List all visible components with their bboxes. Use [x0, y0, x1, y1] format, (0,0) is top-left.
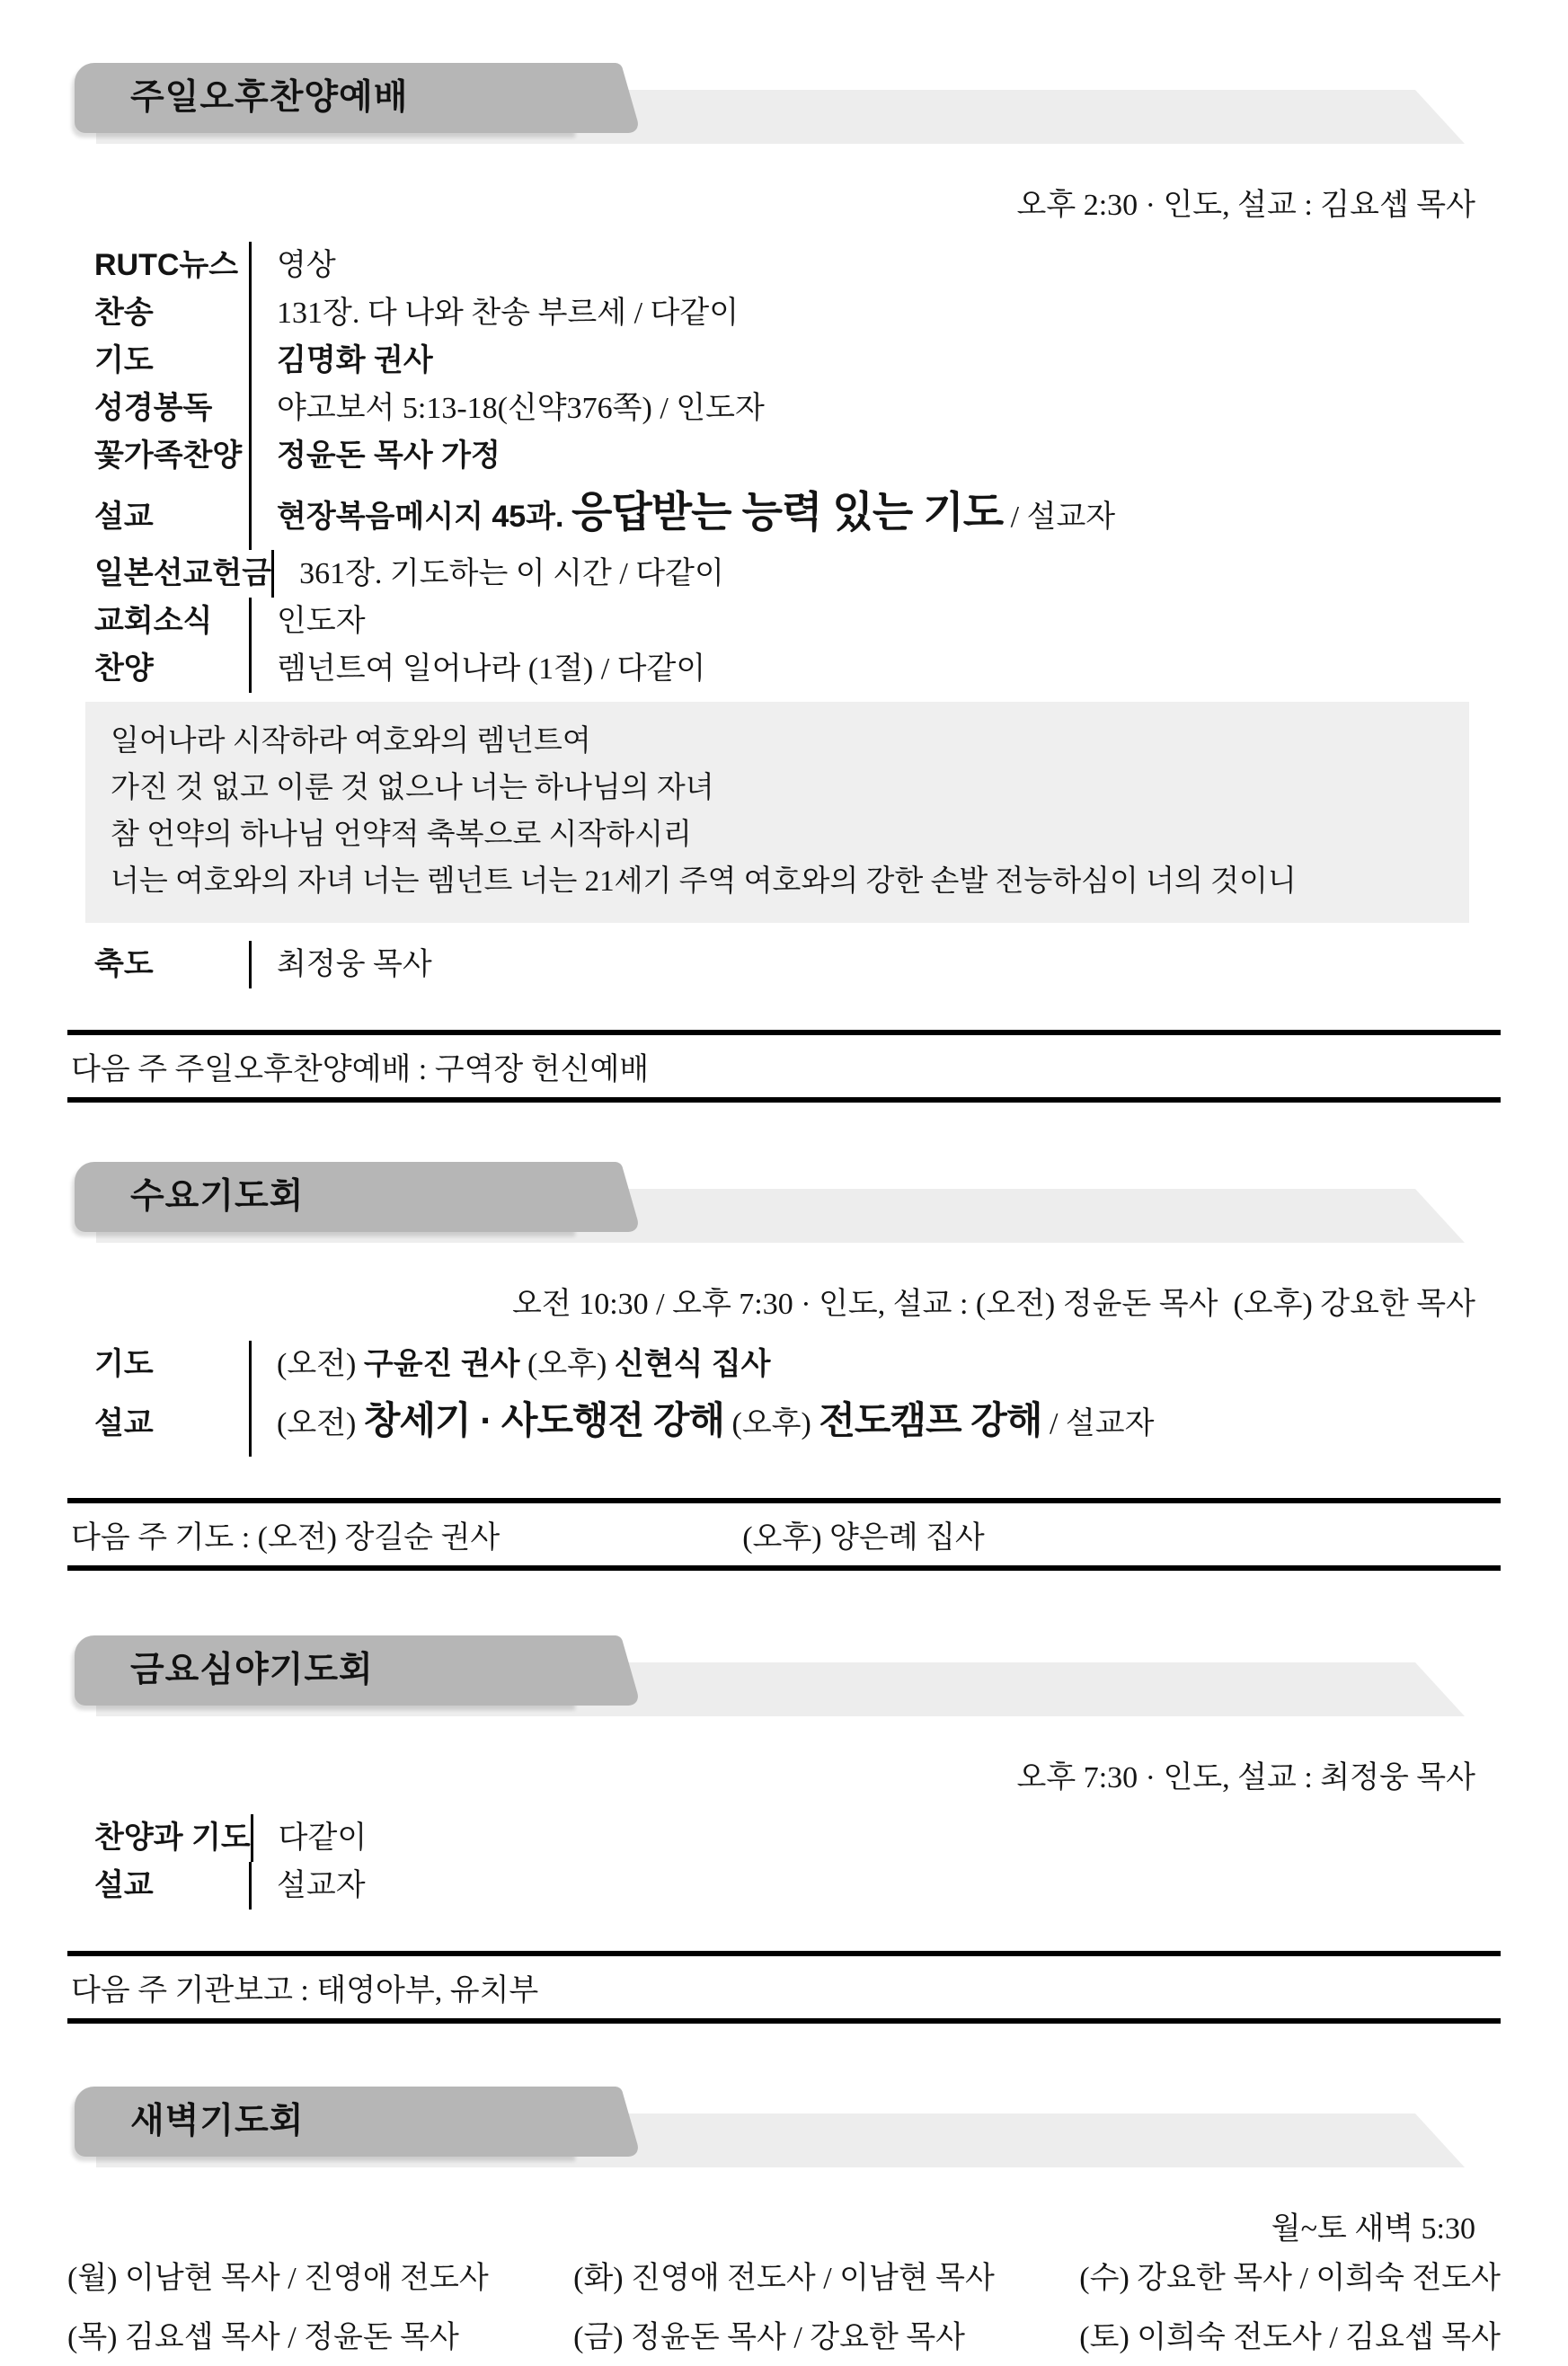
lyric-line: 일어나라 시작하라 여호와의 렘넌트여: [111, 725, 591, 758]
section-title: 주일오후찬양예배: [130, 78, 409, 117]
section-sunday-afternoon-worship: [67, 63, 1501, 1103]
section-title: 수요기도회: [130, 1177, 305, 1216]
dawn-schedule-row: [67, 2251, 1501, 2307]
order-of-service: [67, 242, 1501, 693]
am-tag: (오전): [277, 1348, 357, 1381]
order-item-label: 찬양: [94, 651, 154, 686]
order-item-label: 기도: [94, 343, 154, 377]
lyric-line: 가진 것 없고 이룬 것 없으나 너는 하나님의 자녀: [111, 772, 714, 804]
pm-sermon-title: 전도캠프 강해: [819, 1399, 1042, 1441]
order-item-value: 131장. 다 나와 찬송 부르세 / 다같이: [249, 289, 1501, 337]
order-item-label: 찬양과 기도: [94, 1821, 251, 1855]
order-item-label: 일본선교헌금: [94, 556, 272, 590]
order-item-label: 찬송: [94, 296, 154, 330]
section-header: [75, 2087, 1465, 2180]
section-title: 금요심야기도회: [130, 1651, 374, 1689]
service-time-leader-line: 오후 7:30 · 인도, 설교 : 최정웅 목사: [1016, 1761, 1475, 1794]
order-row: [67, 941, 1501, 988]
section-header: [75, 1162, 1465, 1255]
order-item-label: 꽃가족찬양: [94, 439, 243, 473]
order-row: [67, 289, 1501, 337]
schedule-wed: (수) 강요한 목사 / 이희숙 전도사: [1079, 2262, 1501, 2295]
section-header: [75, 1635, 1465, 1729]
order-item-label: 설교: [94, 1868, 154, 1902]
section-friday-night-prayer: [67, 1635, 1501, 2024]
notice-pm: (오후) 양은례 집사: [742, 1521, 985, 1555]
schedule-sat: (토) 이희숙 전도사 / 김요셉 목사: [1079, 2321, 1501, 2354]
sermon-value: [249, 1388, 1501, 1457]
order-of-service: [67, 1341, 1501, 1457]
order-item-label: 설교: [94, 500, 154, 534]
next-week-notice: 다음 주 기관보고 : 태영아부, 유치부: [67, 1951, 1501, 2024]
order-item-label: 성경봉독: [94, 391, 213, 425]
next-week-notice: 다음 주 주일오후찬양예배 : 구역장 헌신예배: [67, 1030, 1501, 1103]
prayer-row: [67, 1341, 1501, 1388]
order-item-value: 다같이: [251, 1814, 1501, 1862]
sermon-speaker: / 설교자: [1010, 501, 1116, 534]
order-item-value: 렘넌트여 일어나라 (1절) / 다같이: [249, 645, 1501, 693]
sermon-value: [249, 480, 1501, 550]
order-of-service: [67, 1814, 1501, 1910]
am-prayer-name: 구윤진 권사: [363, 1347, 520, 1381]
order-item-value: 최정웅 목사: [249, 941, 1501, 988]
order-item-value: 인도자: [249, 598, 1501, 645]
order-row: [67, 1814, 1501, 1862]
order-row: [67, 550, 1501, 598]
order-item-label: RUTC뉴스: [94, 248, 239, 282]
section-wednesday-prayer: [67, 1162, 1501, 1571]
order-item-label: 기도: [94, 1347, 154, 1381]
schedule-mon: (월) 이남현 목사 / 진영애 전도사: [67, 2262, 489, 2295]
order-row: [67, 598, 1501, 645]
order-row: [67, 645, 1501, 693]
order-item-value: 설교자: [249, 1862, 1501, 1910]
order-row: [67, 337, 1501, 385]
notice-am: 다음 주 기도 : (오전) 장길순 권사: [71, 1521, 501, 1555]
sermon-title: 응답받는 능력 있는 기도: [571, 488, 1004, 536]
section-header: [75, 63, 1465, 156]
order-item-label: 교회소식: [94, 604, 213, 638]
order-item-value: 영상: [249, 242, 1501, 289]
order-row: [67, 242, 1501, 289]
next-week-notice: [67, 1498, 1501, 1571]
pm-prayer-name: 신현식 집사: [614, 1347, 771, 1381]
service-time-leader-line: 오전 10:30 / 오후 7:30 · 인도, 설교 : (오전) 정윤돈 목사 (오후) 강요한 목사: [512, 1288, 1475, 1321]
dawn-prayer-time: 월~토 새벽 5:30: [1271, 2212, 1475, 2246]
am-tag: (오전): [277, 1407, 357, 1440]
sermon-speaker: / 설교자: [1049, 1407, 1155, 1440]
sermon-row: [67, 480, 1501, 550]
prayer-value: [249, 1341, 1501, 1388]
order-item-value: 361장. 기도하는 이 시간 / 다같이: [271, 550, 1501, 598]
section-title: 새벽기도회: [130, 2102, 305, 2140]
header-tab-decoration: [75, 1162, 578, 1232]
order-row: [67, 432, 1501, 480]
order-row: [67, 385, 1501, 432]
am-sermon-title: 창세기 · 사도행전 강해: [363, 1399, 724, 1441]
schedule-thu: (목) 김요셉 목사 / 정윤돈 목사: [67, 2321, 459, 2354]
sermon-series: 현장복음메시지 45과.: [277, 500, 564, 534]
order-item-value: 김명화 권사: [249, 337, 1501, 385]
header-tab-decoration: [75, 63, 578, 133]
schedule-fri: (금) 정윤돈 목사 / 강요한 목사: [573, 2321, 966, 2354]
header-tab-decoration: [75, 2087, 578, 2157]
pm-tag: (오후): [527, 1348, 607, 1381]
dawn-schedule-row: [67, 2310, 1501, 2366]
sermon-row: [67, 1388, 1501, 1457]
benediction-block: [67, 941, 1501, 988]
lyric-line: 참 언약의 하나님 언약적 축복으로 시작하시리: [111, 819, 692, 851]
section-dawn-prayer: [67, 2087, 1501, 2366]
order-item-value: 정윤돈 목사 가정: [249, 432, 1501, 480]
header-tab-decoration: [75, 1635, 578, 1706]
order-item-value: 야고보서 5:13-18(신약376쪽) / 인도자: [249, 385, 1501, 432]
pm-tag: (오후): [731, 1407, 811, 1440]
schedule-tue: (화) 진영애 전도사 / 이남현 목사: [573, 2262, 995, 2295]
order-item-label: 설교: [94, 1406, 154, 1440]
hymn-lyrics-block: [85, 702, 1469, 923]
order-row: [67, 1862, 1501, 1910]
order-item-label: 축도: [94, 947, 154, 981]
lyric-line: 너는 여호와의 자녀 너는 렘넌트 너는 21세기 주역 여호와의 강한 손발 전능하심이 너의 것이니: [111, 865, 1297, 898]
service-time-leader-line: 오후 2:30 · 인도, 설교 : 김요셉 목사: [1016, 189, 1475, 222]
